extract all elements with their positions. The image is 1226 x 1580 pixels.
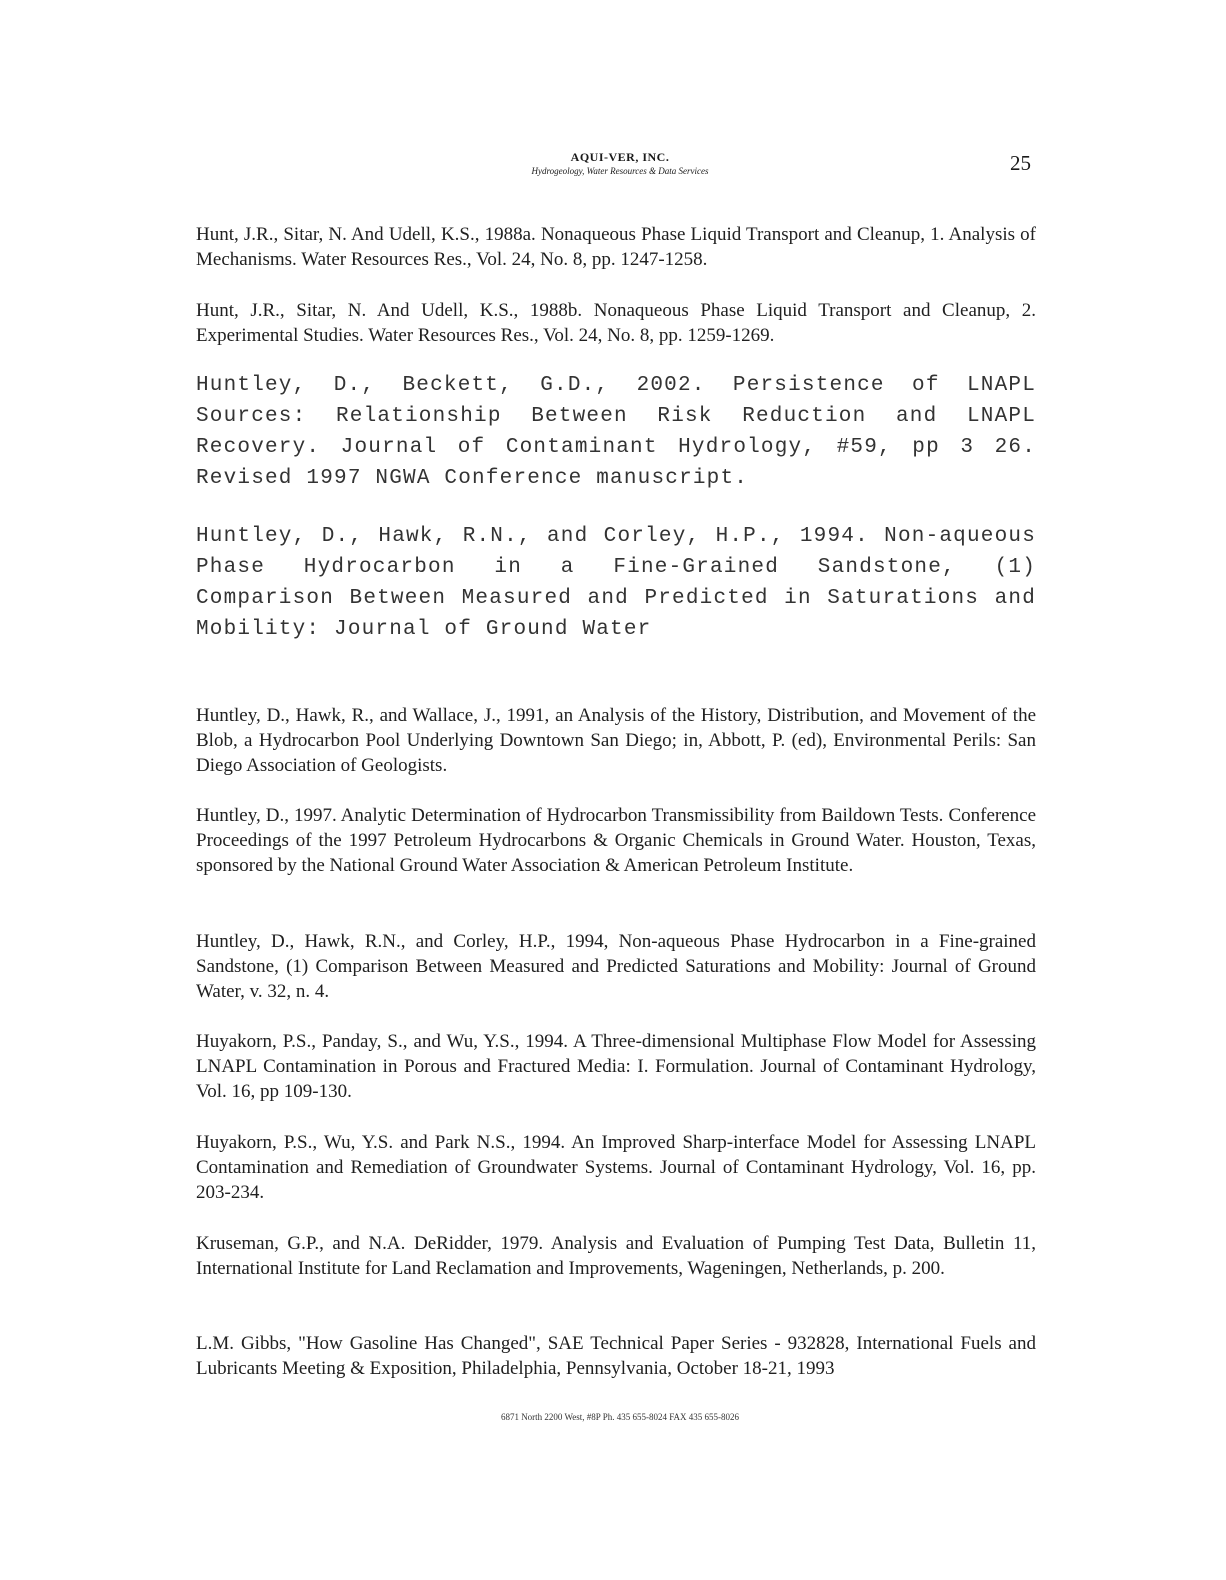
reference-entry: Huyakorn, P.S., Wu, Y.S. and Park N.S., 1994. An Improved Sharp-interface Model for Assessing LNAPL Contamination and Remediation of Groundwater Systems. Journal of Contaminant Hydrology, Vol. 16, pp. 203-234. (196, 1132, 1036, 1203)
reference-entry: L.M. Gibbs, "How Gasoline Has Changed", SAE Technical Paper Series - 932828, International Fuels and Lubricants Meeting & Exposition, Philadelphia, Pennsylvania, October 18-21, 1993 (196, 1333, 1036, 1379)
reference-entry: Huntley, D., Beckett, G.D., 2002. Persistence of LNAPL Sources: Relationship Between Risk Reduction and LNAPL Recovery. Journal of Contaminant Hydrology, #59, pp 3 26. Revised 1997 NGWA Conference manuscript. (196, 374, 1036, 490)
reference-entry: Hunt, J.R., Sitar, N. And Udell, K.S., 1988b. Nonaqueous Phase Liquid Transport and Cleanup, 2. Experimental Studies. Water Resources Res., Vol. 24, No. 8, pp. 1259-1269. (196, 300, 1036, 346)
reference-entry: Huntley, D., Hawk, R.N., and Corley, H.P., 1994. Non-aqueous Phase Hydrocarbon in a Fine-Grained Sandstone, (1) Comparison Between Measured and Predicted in Saturations and Mobility: Journal of Ground Water (196, 525, 1036, 641)
reference-entry: Kruseman, G.P., and N.A. DeRidder, 1979. Analysis and Evaluation of Pumping Test Data, Bulletin 11, International Institute for Land Reclamation and Improvements, Wageningen, Netherlands, p. 200. (196, 1233, 1036, 1279)
reference-entry: Huntley, D., Hawk, R., and Wallace, J., 1991, an Analysis of the History, Distribution, and Movement of the Blob, a Hydrocarbon Pool Underlying Downtown San Diego; in, Abbott, P. (ed), Environmental Perils: San Diego Association of Geologists. (196, 705, 1036, 776)
footer-address: 6871 North 2200 West, #8P Ph. 435 655-8024 FAX 435 655-8026 (500, 1412, 740, 1422)
reference-entry: Huntley, D., 1997. Analytic Determination of Hydrocarbon Transmissibility from Baildown Tests. Conference Proceedings of the 1997 Petroleum Hydrocarbons & Organic Chemicals in Ground Water. Houston, Texas, sponsored by the National Ground Water Association & American Petroleum Institute. (196, 805, 1036, 876)
letterhead (380, 150, 860, 176)
company-tagline: Hydrogeology, Water Resources & Data Services (531, 166, 709, 176)
reference-entry: Huntley, D., Hawk, R.N., and Corley, H.P., 1994, Non-aqueous Phase Hydrocarbon in a Fine-grained Sandstone, (1) Comparison Between Measured and Predicted Saturations and Mobility: Journal of Ground Water, v. 32, n. 4. (196, 931, 1036, 1002)
reference-entry: Huyakorn, P.S., Panday, S., and Wu, Y.S., 1994. A Three-dimensional Multiphase Flow Model for Assessing LNAPL Contamination in Porous and Fractured Media: I. Formulation. Journal of Contaminant Hydrology, Vol. 16, pp 109-130. (196, 1031, 1036, 1102)
page-number: 25 (1010, 151, 1031, 175)
company-name: AQUI-VER, INC. (570, 150, 670, 164)
reference-entry: Hunt, J.R., Sitar, N. And Udell, K.S., 1988a. Nonaqueous Phase Liquid Transport and Cleanup, 1. Analysis of Mechanisms. Water Resources Res., Vol. 24, No. 8, pp. 1247-1258. (196, 224, 1036, 270)
